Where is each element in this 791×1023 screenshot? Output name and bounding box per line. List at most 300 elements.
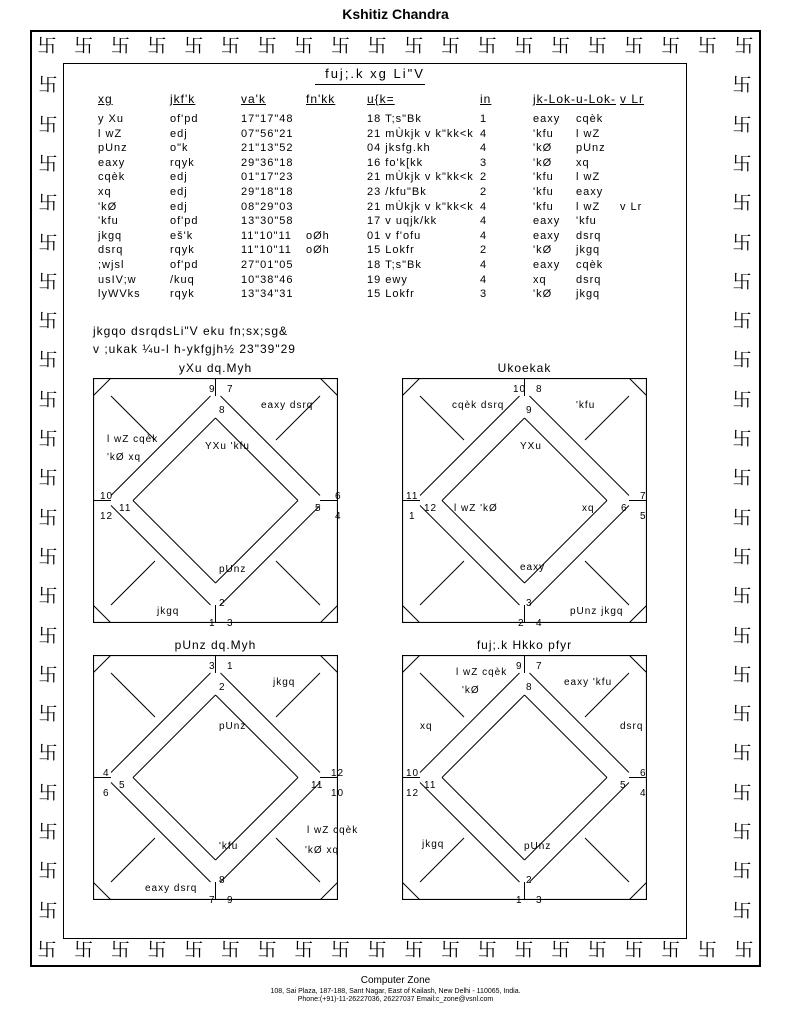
table-cell: 13"30"58 [241,215,294,228]
footer-contact: Phone:(+91)-11-26227036, 26227037 Email:c_zone@vsnl.com [297,996,494,1003]
house-number: 11 [119,503,132,514]
table-cell: eaxy [98,156,126,169]
swastika-icon: 卐 [38,74,58,97]
table-cell: dsrq [576,273,602,286]
swastika-icon: 卐 [38,742,58,765]
table-header-nakshatra: u{k= [367,92,395,106]
table-cell: 21"13"52 [241,142,294,155]
table-header-sign-lord: jk-Lok- [533,92,577,106]
swastika-icon: 卐 [551,35,571,57]
swastika-icon: 卐 [732,506,752,529]
swastika-icon: 卐 [624,35,644,57]
swastika-icon: 卐 [38,703,58,726]
house-number: 8 [219,875,226,886]
house-number: 10 [331,788,345,799]
chart-lines [402,378,647,623]
planet-label: 'kØ xq [107,452,142,463]
table-cell: 19 ewy [367,273,408,286]
swastika-icon: 卐 [732,899,752,922]
table-header-nak-lord: u-Lok- [576,92,617,106]
table-cell: jkgq [576,244,601,257]
table-cell: l wZ [576,127,601,140]
chart-line [585,838,629,882]
chart-title-chandra: pUnz dq.Myh [174,638,257,652]
page-title: Kshitiz Chandra [342,6,449,22]
house-number: 12 [331,768,345,779]
swastika-icon: 卐 [734,939,754,961]
swastika-icon: 卐 [732,152,752,175]
table-cell: 'kØ [533,142,553,155]
table-cell: 3 [480,156,488,169]
table-cell: 4 [480,259,488,271]
swastika-icon: 卐 [732,113,752,136]
chart-line [320,605,338,623]
swastika-icon: 卐 [587,35,607,57]
chart-line [93,378,111,396]
swastika-icon: 卐 [732,231,752,254]
table-cell: 29"36"18 [241,156,294,169]
house-number: 1 [227,661,234,672]
swastika-icon: 卐 [661,939,681,961]
swastika-icon: 卐 [477,939,497,961]
title-underline [315,84,425,85]
house-number: 2 [219,598,226,609]
swastika-icon: 卐 [732,270,752,293]
chart-line [629,655,647,673]
house-number: 7 [227,384,234,395]
house-number: 6 [640,768,647,779]
table-cell: 21 mÙkjk v k"kk<k [367,200,474,213]
house-number: 11 [311,780,324,791]
table-cell: jkgq [576,288,601,301]
swastika-icon: 卐 [37,939,57,961]
table-header-degree: va'k [241,92,266,106]
house-number: 4 [640,788,647,799]
table-cell: 'kfu [533,171,554,184]
planet-label: l wZ cqèk [107,434,159,445]
swastika-icon: 卐 [732,624,752,647]
table-cell: 10"38"46 [241,273,294,286]
chart-lines [402,655,647,900]
table-cell: usIV;w [98,273,137,286]
chart-line [585,561,629,605]
chart-title-navamsha: Ukoekak [497,361,552,375]
table-cell: edj [170,127,188,140]
table-cell: 21 mÙkjk v k"kk<k [367,171,474,184]
swastika-icon: 卐 [441,939,461,961]
house-number: 7 [209,895,216,906]
house-number: 8 [219,405,226,416]
house-number: 5 [315,503,322,514]
swastika-icon: 卐 [147,939,167,961]
table-cell: 4 [480,200,488,213]
planet-label: l wZ cqèk [456,667,508,678]
table-cell: 'kfu [533,127,554,140]
table-cell: pUnz [576,142,606,155]
house-number: 2 [518,618,525,629]
table-cell: 15 Lokfr [367,244,415,257]
swastika-icon: 卐 [110,939,130,961]
chart-lines [93,378,338,623]
planet-label: pUnz [219,564,247,575]
swastika-icon: 卐 [38,113,58,136]
table-cell: 16 fo'k[kk [367,156,424,169]
table-header-direction: fn'kk [306,92,336,106]
swastika-icon: 卐 [697,35,717,57]
table-cell: 08"29"03 [241,200,294,213]
swastika-icon: 卐 [147,35,167,57]
table-cell: rqyk [170,156,195,169]
table-cell: 07"56"21 [241,127,294,140]
swastika-icon: 卐 [732,545,752,568]
house-number: 10 [406,768,420,779]
swastika-icon: 卐 [38,821,58,844]
table-cell: v Lr [620,200,643,213]
planet-label: YXu [520,441,542,452]
house-number: 7 [640,491,647,502]
chart-line [402,378,420,396]
table-cell: xq [533,273,547,286]
swastika-icon: 卐 [38,860,58,883]
table-cell: eaxy [533,259,561,271]
table-cell: 27"01"05 [241,259,294,271]
planet-label: l wZ cqèk [307,825,359,836]
swastika-icon: 卐 [38,270,58,293]
swastika-icon: 卐 [38,231,58,254]
table-cell: 11"10"11 [241,244,292,257]
table-cell: 1 [480,113,488,125]
table-cell: edj [170,200,188,213]
planet-label: jkgq [422,839,445,850]
table-header-combust: v Lr [620,92,645,106]
planet-label: 'kØ xq [305,845,340,856]
table-cell: 4 [480,127,488,140]
house-number: 6 [103,788,110,799]
swastika-icon: 卐 [624,939,644,961]
swastika-icon: 卐 [514,35,534,57]
swastika-icon: 卐 [732,388,752,411]
house-number: 10 [100,491,114,502]
planet-label: eaxy dsrq [145,883,198,894]
swastika-icon: 卐 [38,428,58,451]
house-number: 3 [526,598,533,609]
rahu-ketu-note: jkgqo dsrqdsLi"V eku fn;sx;sg& [93,324,289,338]
house-number: 9 [526,405,533,416]
table-cell: 23 /kfu"Bk [367,186,427,198]
house-number: 8 [526,682,533,693]
table-cell: pUnz [98,142,128,155]
house-number: 6 [621,503,628,514]
planet-label: eaxy dsrq [261,400,314,411]
house-number: 8 [536,384,543,395]
navamsha-chart [402,378,647,629]
swastika-icon: 卐 [514,939,534,961]
swastika-icon: 卐 [38,349,58,372]
table-cell: o"k [170,142,189,155]
table-cell: oØh [306,244,330,257]
chart-line [111,673,155,717]
house-number: 9 [209,384,216,395]
chart-line [402,605,420,623]
chart-line [420,561,464,605]
house-number: 5 [119,780,126,791]
table-cell: 3 [480,288,488,301]
house-number: 9 [227,895,234,906]
swastika-icon: 卐 [294,35,314,57]
table-cell: dsrq [576,229,602,242]
chart-line [629,605,647,623]
table-cell: 21 mÙkjk v k"kk<k [367,127,474,140]
chart-line [111,561,155,605]
table-cell: eaxy [576,186,604,198]
table-cell: eš'k [170,229,194,242]
swastika-icon: 卐 [38,388,58,411]
chart-title-lagna: yXu dq.Myh [178,361,253,375]
swastika-icon: 卐 [38,899,58,922]
table-cell: 15 Lokfr [367,288,415,301]
table-cell: dsrq [98,244,124,257]
chart-line [420,673,464,717]
swastika-icon: 卐 [294,939,314,961]
table-cell: 2 [480,186,488,198]
chart-line [320,882,338,900]
chart-lines [93,655,338,900]
table-cell: xq [98,186,112,198]
swastika-icon: 卐 [732,467,752,490]
house-number: 4 [536,618,543,629]
table-cell: 'kØ [533,244,553,257]
table-cell: 04 jksfg.kh [367,142,431,155]
swastika-icon: 卐 [184,35,204,57]
table-cell: l wZ [576,200,601,213]
planet-label: jkgq [157,606,180,617]
table-cell: 'kØ [98,200,118,213]
house-number: 12 [424,503,438,514]
planet-label: pUnz [219,721,247,732]
swastika-icon: 卐 [404,939,424,961]
table-cell: eaxy [533,113,561,125]
house-number: 3 [536,895,543,906]
planet-label: pUnz jkgq [570,606,624,617]
footer-address: 108, Sai Plaza, 187-188, Sant Nagar, East of Kailash, New Delhi - 110065, India. [270,988,521,995]
table-cell: cqèk [576,113,604,125]
house-number: 11 [406,491,419,502]
swastika-icon: 卐 [732,860,752,883]
table-cell: of'pd [170,113,199,125]
swastika-icon: 卐 [38,663,58,686]
table-cell: jkgq [98,229,123,242]
planet-label: 'kfu [576,400,596,411]
table-cell: 'kØ [533,156,553,169]
swastika-icon: 卐 [404,35,424,57]
chart-line [320,655,338,673]
house-number: 1 [516,895,523,906]
table-header-pada: in [480,92,492,106]
house-number: 10 [513,384,527,395]
table-cell: 01"17"23 [241,171,294,184]
planet-label: pUnz [524,841,552,852]
swastika-icon: 卐 [367,35,387,57]
table-cell: of'pd [170,215,199,228]
planet-label: cqèk dsrq [452,400,505,411]
planet-label: 'kfu [219,841,239,852]
house-number: 5 [620,780,627,791]
planet-label: eaxy 'kfu [564,677,613,688]
swastika-icon: 卐 [587,939,607,961]
house-number: 11 [424,780,437,791]
swastika-icon: 卐 [732,428,752,451]
house-number: 1 [209,618,216,629]
swastika-icon: 卐 [477,35,497,57]
chart-line [320,378,338,396]
house-number: 6 [335,491,342,502]
chart-line [402,882,420,900]
swastika-icon: 卐 [330,35,350,57]
house-number: 5 [640,511,647,522]
table-cell: l wZ [576,171,601,184]
table-header-sign: jkf'k [170,92,196,106]
house-number: 12 [406,788,420,799]
sheet-title: fuj;.k xg Li"V [325,66,425,81]
table-cell: 13"34"31 [241,288,294,301]
table-cell: 'kfu [98,215,119,228]
chart-line [276,561,320,605]
swastika-icon: 卐 [732,192,752,215]
swastika-icon: 卐 [38,152,58,175]
table-cell: 4 [480,215,488,228]
swastika-icon: 卐 [38,467,58,490]
bhava-chalit-chart [402,655,647,906]
swastika-icon: 卐 [257,35,277,57]
swastika-icon: 卐 [734,35,754,57]
chart-title-bhava-chalit: fuj;.k Hkko pfyr [476,638,573,652]
house-number: 7 [536,661,543,672]
swastika-icon: 卐 [551,939,571,961]
table-cell: rqyk [170,244,195,257]
swastika-icon: 卐 [732,349,752,372]
house-number: 12 [100,511,114,522]
table-cell: 'kØ [533,288,553,301]
table-cell: 01 v f'ofu [367,229,422,242]
chandra-chart [93,655,359,906]
swastika-icon: 卐 [38,585,58,608]
footer-company: Computer Zone [360,975,431,986]
house-number: 3 [209,661,216,672]
table-cell: y Xu [98,113,125,125]
planet-label: eaxy [520,562,546,573]
table-cell: cqèk [576,259,604,271]
planet-label: 'kØ [462,685,480,696]
chart-line [93,655,111,673]
table-cell: 17"17"48 [241,113,294,125]
swastika-icon: 卐 [74,35,94,57]
table-cell: of'pd [170,259,199,271]
chart-line [629,882,647,900]
table-cell: oØh [306,229,330,242]
table-cell: edj [170,186,188,198]
planet-label: l wZ 'kØ [454,503,498,514]
swastika-icon: 卐 [732,703,752,726]
swastika-icon: 卐 [110,35,130,57]
swastika-icon: 卐 [38,506,58,529]
swastika-icon: 卐 [38,545,58,568]
swastika-icon: 卐 [74,939,94,961]
swastika-icon: 卐 [37,35,57,57]
planet-label: dsrq [620,721,644,732]
swastika-icon: 卐 [38,310,58,333]
table-cell: 2 [480,171,488,184]
table-cell: 'kfu [576,215,597,228]
swastika-icon: 卐 [732,781,752,804]
swastika-icon: 卐 [330,939,350,961]
house-number: 2 [526,875,533,886]
planet-label: xq [420,721,433,732]
chart-line [402,655,420,673]
swastika-icon: 卐 [732,821,752,844]
house-number: 1 [409,511,416,522]
table-cell: eaxy [533,229,561,242]
swastika-icon: 卐 [38,192,58,215]
table-cell: 4 [480,229,488,242]
house-number: 2 [219,682,226,693]
swastika-icon: 卐 [732,742,752,765]
chart-line [629,378,647,396]
table-cell: lyWVks [98,288,141,301]
swastika-icon: 卐 [367,939,387,961]
swastika-icon: 卐 [220,35,240,57]
chart-line [93,882,111,900]
house-number: 9 [516,661,523,672]
table-cell: 'kfu [533,186,554,198]
planet-label: xq [582,503,595,514]
planet-label: jkgq [273,677,296,688]
swastika-icon: 卐 [732,74,752,97]
swastika-icon: 卐 [732,663,752,686]
swastika-icon: 卐 [220,939,240,961]
table-cell: xq [576,156,590,169]
table-cell: 'kfu [533,200,554,213]
lagna-chart [93,378,342,629]
table-cell: 29"18"18 [241,186,294,198]
swastika-icon: 卐 [441,35,461,57]
table-cell: 17 v uqjk/kk [367,215,438,228]
swastika-icon: 卐 [697,939,717,961]
house-number: 3 [227,618,234,629]
table-cell: cqèk [98,171,126,184]
chart-line [93,605,111,623]
swastika-icon: 卐 [732,585,752,608]
swastika-icon: 卐 [732,310,752,333]
planet-label: YXu 'kfu [205,441,250,452]
ayanamsha-note: v ;ukak ¼u-l h-ykfgjh½ 23"39"29 [93,342,296,356]
swastika-icon: 卐 [184,939,204,961]
swastika-icon: 卐 [38,781,58,804]
chart-line [111,838,155,882]
table-cell: 4 [480,273,488,286]
table-header-planet: xg [98,92,113,106]
table-cell: 11"10"11 [241,229,292,242]
table-cell: eaxy [533,215,561,228]
table-cell: ;wjsl [98,259,125,271]
table-cell: 18 T;s"Bk [367,113,422,125]
swastika-icon: 卐 [257,939,277,961]
table-cell: l wZ [98,127,123,140]
swastika-icon: 卐 [661,35,681,57]
table-cell: 4 [480,142,488,155]
table-cell: edj [170,171,188,184]
table-cell: 2 [480,244,488,257]
table-cell: rqyk [170,288,195,301]
